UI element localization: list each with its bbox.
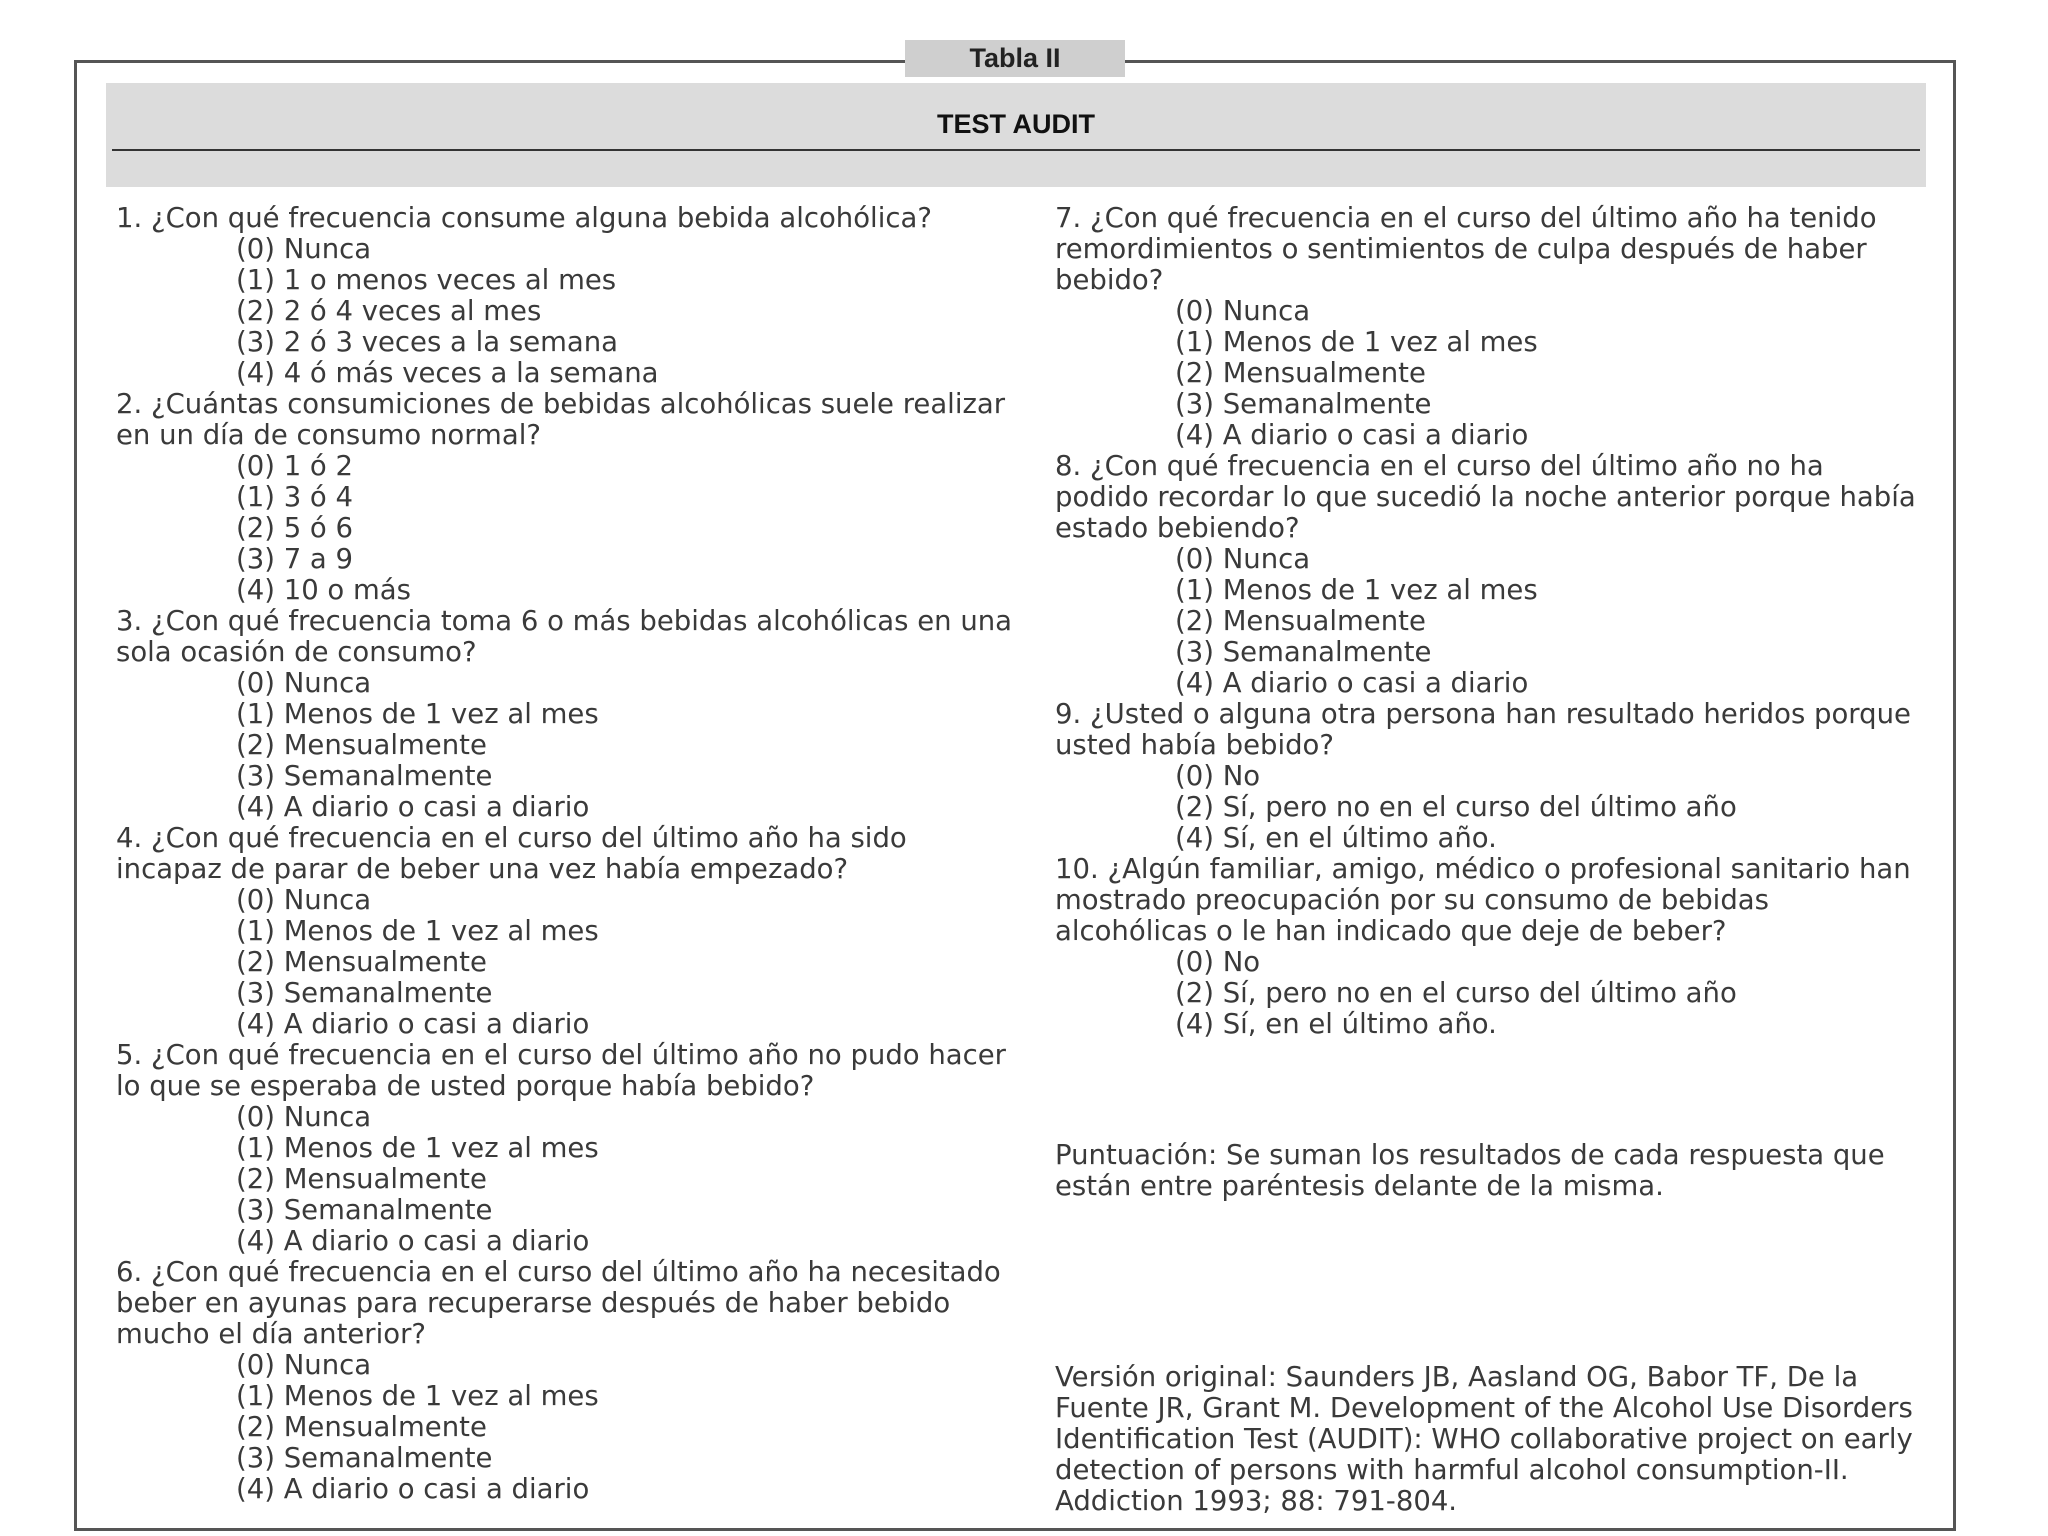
- source-note: Versión original: Saunders JB, Aasland OG, Babor TF, De la Fuente JR, Grant M. Development of the Alcohol Use Disorders Identification Test (AUDIT): WHO collaborative project on early detection of persons with harmful alcohol consumption-II. Addiction 1993; 88: 791-804.: [1055, 1361, 1913, 1517]
- answer-option: (3) Semanalmente: [236, 1442, 493, 1474]
- answer-option: (2) Sí, pero no en el curso del último año: [1175, 977, 1737, 1009]
- question-text: 5. ¿Con qué frecuencia en el curso del último año no pudo hacer lo que se esperaba de usted porque había bebido?: [116, 1039, 1006, 1102]
- table-header: [106, 83, 1926, 187]
- table-tab-label: Tabla II: [905, 40, 1125, 77]
- question-text: 6. ¿Con qué frecuencia en el curso del último año ha necesitado beber en ayunas para recuperarse después de haber bebido mucho el día anterior?: [116, 1256, 1001, 1350]
- answer-option: (1) 1 o menos veces al mes: [236, 264, 617, 296]
- question-block: [1055, 203, 1925, 451]
- answer-option: (4) A diario o casi a diario: [236, 791, 590, 823]
- question-block: [116, 203, 1016, 389]
- answer-option: (0) Nunca: [1175, 543, 1311, 575]
- table-title: TEST AUDIT: [937, 109, 1095, 139]
- question-text: 4. ¿Con qué frecuencia en el curso del último año ha sido incapaz de parar de beber una vez había empezado?: [116, 822, 907, 885]
- answer-option: (1) Menos de 1 vez al mes: [236, 915, 599, 947]
- answer-option: (3) Semanalmente: [236, 977, 493, 1009]
- answer-option: (2) Mensualmente: [236, 1411, 487, 1443]
- answer-option: (3) Semanalmente: [236, 760, 493, 792]
- question-block: [1055, 699, 1925, 854]
- left-column: [116, 203, 1016, 1505]
- answer-option: (3) 2 ó 3 veces a la semana: [236, 326, 619, 358]
- answer-option: (0) Nunca: [236, 667, 372, 699]
- question-block: [116, 823, 1016, 1040]
- answer-option: (4) 10 o más: [236, 574, 411, 606]
- question-block: [1055, 451, 1925, 699]
- answer-option: (0) Nunca: [236, 884, 372, 916]
- scoring-note: Puntuación: Se suman los resultados de cada respuesta que están entre paréntesis delante de la misma.: [1055, 1139, 1885, 1202]
- answer-option: (3) 7 a 9: [236, 543, 354, 575]
- question-text: 2. ¿Cuántas consumiciones de bebidas alcohólicas suele realizar en un día de consumo normal?: [116, 388, 1006, 451]
- answer-option: (3) Semanalmente: [236, 1194, 493, 1226]
- answer-option: (0) Nunca: [236, 1349, 372, 1381]
- answer-option: (1) Menos de 1 vez al mes: [236, 1132, 599, 1164]
- question-block: [116, 389, 1016, 606]
- answer-option: (2) Mensualmente: [1175, 605, 1426, 637]
- question-text: 7. ¿Con qué frecuencia en el curso del último año ha tenido remordimientos o sentimientos de culpa después de haber bebido?: [1055, 202, 1877, 296]
- answer-option: (4) A diario o casi a diario: [236, 1225, 590, 1257]
- answer-option: (0) No: [1175, 760, 1261, 792]
- header-rule: [112, 149, 1920, 151]
- answer-option: (0) 1 ó 2: [236, 450, 353, 482]
- answer-option: (0) Nunca: [236, 233, 372, 265]
- question-text: 8. ¿Con qué frecuencia en el curso del último año no ha podido recordar lo que sucedió la noche anterior porque había estado bebiendo?: [1055, 450, 1916, 544]
- answer-option: (2) 5 ó 6: [236, 512, 353, 544]
- answer-option: (0) Nunca: [236, 1101, 372, 1133]
- answer-option: (1) Menos de 1 vez al mes: [1175, 326, 1538, 358]
- answer-option: (2) Sí, pero no en el curso del último año: [1175, 791, 1737, 823]
- question-text: 1. ¿Con qué frecuencia consume alguna bebida alcohólica?: [116, 202, 932, 234]
- answer-option: (1) Menos de 1 vez al mes: [1175, 574, 1538, 606]
- answer-option: (0) Nunca: [1175, 295, 1311, 327]
- answer-option: (2) Mensualmente: [1175, 357, 1426, 389]
- spacer: [1055, 1040, 1925, 1140]
- question-block: [1055, 854, 1925, 1040]
- answer-option: (2) Mensualmente: [236, 1163, 487, 1195]
- answer-option: (1) 3 ó 4: [236, 481, 353, 513]
- answer-option: (4) A diario o casi a diario: [236, 1008, 590, 1040]
- question-block: [116, 1257, 1016, 1505]
- right-column: [1055, 203, 1925, 1517]
- answer-option: (1) Menos de 1 vez al mes: [236, 1380, 599, 1412]
- question-block: [116, 606, 1016, 823]
- question-text: 9. ¿Usted o alguna otra persona han resultado heridos porque usted había bebido?: [1055, 698, 1911, 761]
- answer-option: (1) Menos de 1 vez al mes: [236, 698, 599, 730]
- answer-option: (0) No: [1175, 946, 1261, 978]
- answer-option: (4) A diario o casi a diario: [1175, 419, 1529, 451]
- answer-option: (4) 4 ó más veces a la semana: [236, 357, 659, 389]
- answer-option: (3) Semanalmente: [1175, 388, 1432, 420]
- answer-option: (2) Mensualmente: [236, 729, 487, 761]
- answer-option: (4) Sí, en el último año.: [1175, 1008, 1497, 1040]
- question-text: 10. ¿Algún familiar, amigo, médico o profesional sanitario han mostrado preocupación por su consumo de bebidas alcohólicas o le han indicado que deje de beber?: [1055, 853, 1911, 947]
- answer-option: (2) Mensualmente: [236, 946, 487, 978]
- answer-option: (4) A diario o casi a diario: [1175, 667, 1529, 699]
- spacer: [1055, 1202, 1925, 1362]
- answer-option: (4) A diario o casi a diario: [236, 1473, 590, 1505]
- question-text: 3. ¿Con qué frecuencia toma 6 o más bebidas alcohólicas en una sola ocasión de consumo?: [116, 605, 1013, 668]
- question-block: [116, 1040, 1016, 1257]
- answer-option: (3) Semanalmente: [1175, 636, 1432, 668]
- answer-option: (2) 2 ó 4 veces al mes: [236, 295, 542, 327]
- answer-option: (4) Sí, en el último año.: [1175, 822, 1497, 854]
